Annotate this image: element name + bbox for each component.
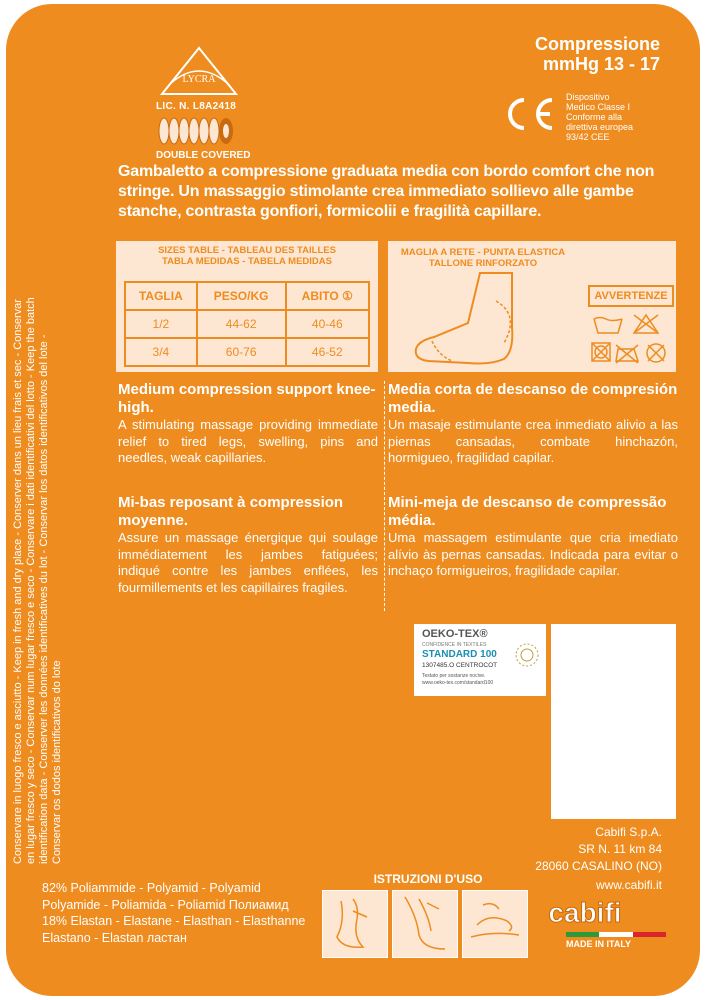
device-line: Medico Classe I <box>566 102 631 112</box>
sizes-table-box <box>116 241 378 372</box>
material-line: Polyamide - Poliamida - Poliamid Полиамид <box>42 897 289 912</box>
medical-device-note <box>566 92 676 142</box>
intro-text: Gambaletto a compressione graduata media con bordo comfort che non stringe. Un massaggio stimolante crea immediato sollievo alle gambe stanche, contrasta gonfiori, formicolii e fragilità capillare. <box>118 163 655 220</box>
material-line: 82% Poliammide - Polyamid - Polyamid <box>42 881 261 895</box>
column-header: TAGLIA <box>125 282 197 310</box>
lycra-logo-icon <box>156 44 242 100</box>
table-cell: 44-62 <box>197 310 286 338</box>
foot-icon <box>408 271 548 367</box>
warnings-label: AVVERTENZE <box>588 285 674 307</box>
product-label <box>6 4 700 996</box>
license-number: LIC. N. L8A2418 <box>156 101 237 112</box>
portuguese-body: Uma massagem estimulante que cria imediato alívio às pernas cansadas. Indicada para evitar o inchaço formigueiros, fragilidade capilar. <box>388 530 678 578</box>
cabifi-logo <box>530 892 640 932</box>
english-title: Medium compression support knee-high. <box>118 381 376 416</box>
compression-title: Compressione <box>534 34 660 54</box>
company-address: SR N. 11 km 84 <box>578 842 662 856</box>
ce-mark-icon <box>498 94 558 134</box>
french-title: Mi-bas reposant à compression moyenne. <box>118 494 344 529</box>
double-covered-label: DOUBLE COVERED <box>156 150 251 161</box>
oekotex-number: 1307485.O CENTROCOT <box>422 662 498 669</box>
portuguese-title: Mini-meja de descanso de compressão média. <box>388 494 667 529</box>
made-in-italy-text: MADE IN ITALY <box>566 939 632 948</box>
care-symbols <box>588 311 674 367</box>
no-bleach-icon <box>634 315 658 333</box>
oekotex-standard: STANDARD 100 <box>422 649 497 660</box>
brand-name: cabifi <box>548 897 622 928</box>
oekotex-sun-icon <box>514 642 540 668</box>
french-body: Assure un massage énergique qui soulage immédiatement les jambes fatiguées; indiqué contre les jambes enflées, les fourmillements et les capillaires fragiles. <box>118 530 378 595</box>
company-info <box>462 824 662 875</box>
english-body: A stimulating massage providing immediate relief to tired legs, swelling, pins and needles, weak capillaries. <box>118 417 378 465</box>
company-address: 28060 CASALINO (NO) <box>535 859 662 873</box>
portuguese-description <box>388 494 678 580</box>
oekotex-title: OEKO-TEX® <box>422 628 488 640</box>
ce-text: CE <box>498 94 500 95</box>
lycra-text: LYCRA <box>182 74 216 85</box>
spanish-description <box>388 381 678 467</box>
materials-composition <box>42 880 342 946</box>
knit-info-line: MAGLIA A RETE - PUNTA ELASTICA <box>400 247 566 258</box>
instruction-step-2-icon <box>392 890 458 958</box>
table-cell: 60-76 <box>197 338 286 366</box>
storage-instructions: Conservare in luogo fresco e asciutto - Keep in fresh and dry place - Conserver dans un lieu frais et sec - Conservar en lugar fresco y seco - Conservar num lugar fresco e seco - Conservare i dati identificativi del lotto - Keep the batch identification data - Conserver les données identificatives du lot - Conservar los datos identificativos del lote - Conservar os dodos identificativos do lote <box>12 297 63 864</box>
barcode-area <box>551 624 676 819</box>
instruction-step-1-icon <box>322 890 388 958</box>
oekotex-tested: Testato per sostanze nocive. <box>422 673 486 679</box>
table-cell: 46-52 <box>286 338 369 366</box>
double-covered-yarn-icon <box>156 114 236 148</box>
table-row <box>125 338 369 366</box>
care-box <box>388 241 676 372</box>
oekotex-url: www.oeko-tex.com/standard100 <box>422 680 494 686</box>
no-dry-clean-icon <box>647 344 665 362</box>
wash-40-icon <box>594 318 622 334</box>
abito-label: ABITO <box>301 289 339 303</box>
device-line: 93/42 CEE <box>566 132 610 142</box>
no-tumble-dry-icon <box>592 343 610 361</box>
english-description <box>118 381 378 467</box>
sizes-table-heading <box>116 245 378 267</box>
compression-value: mmHg 13 - 17 <box>542 54 660 74</box>
table-cell: 1/2 <box>125 310 197 338</box>
sizes-table <box>124 281 370 367</box>
table-cell: 3/4 <box>125 338 197 366</box>
compression-heading <box>360 34 660 74</box>
device-line: Conforme alla <box>566 112 623 122</box>
sizes-heading-line: TABLA MEDIDAS - TABELA MEDIDAS <box>162 256 332 267</box>
spanish-body: Un masaje estimulante crea inmediato alivio a las piernas cansadas, combate hinchazón, hormigueo, fragilidad capilar. <box>388 417 678 465</box>
instruction-step-3-icon <box>462 890 528 958</box>
table-row <box>125 310 369 338</box>
oekotex-badge <box>414 624 546 696</box>
no-iron-icon <box>616 345 638 363</box>
knit-info-line: TALLONE RINFORZATO <box>428 258 538 269</box>
table-cell: 40-46 <box>286 310 369 338</box>
website: www.cabifi.it <box>595 878 662 892</box>
spanish-title: Media corta de descanso de compresión media. <box>388 381 678 416</box>
device-line: direttiva europea <box>566 122 634 132</box>
made-in-italy-badge <box>566 932 676 948</box>
material-line: 18% Elastan - Elastane - Elasthan - Elasthanne <box>42 914 306 928</box>
instructions-title: ISTRUZIONI D'USO <box>373 872 483 886</box>
device-line: Dispositivo <box>566 92 610 102</box>
column-divider <box>384 381 385 611</box>
sizes-heading-line: SIZES TABLE - TABLEAU DES TAILLES <box>158 245 336 256</box>
french-description <box>118 494 378 596</box>
column-header: PESO/KG <box>197 282 286 310</box>
oekotex-confidence: CONFIDENCE IN TEXTILES <box>422 642 487 648</box>
column-header <box>286 282 369 310</box>
material-line: Elastano - Elastan ластан <box>42 930 187 945</box>
company-name: Cabifi S.p.A. <box>595 825 662 839</box>
knit-info <box>388 247 578 269</box>
abito-symbol: ① <box>342 289 353 303</box>
